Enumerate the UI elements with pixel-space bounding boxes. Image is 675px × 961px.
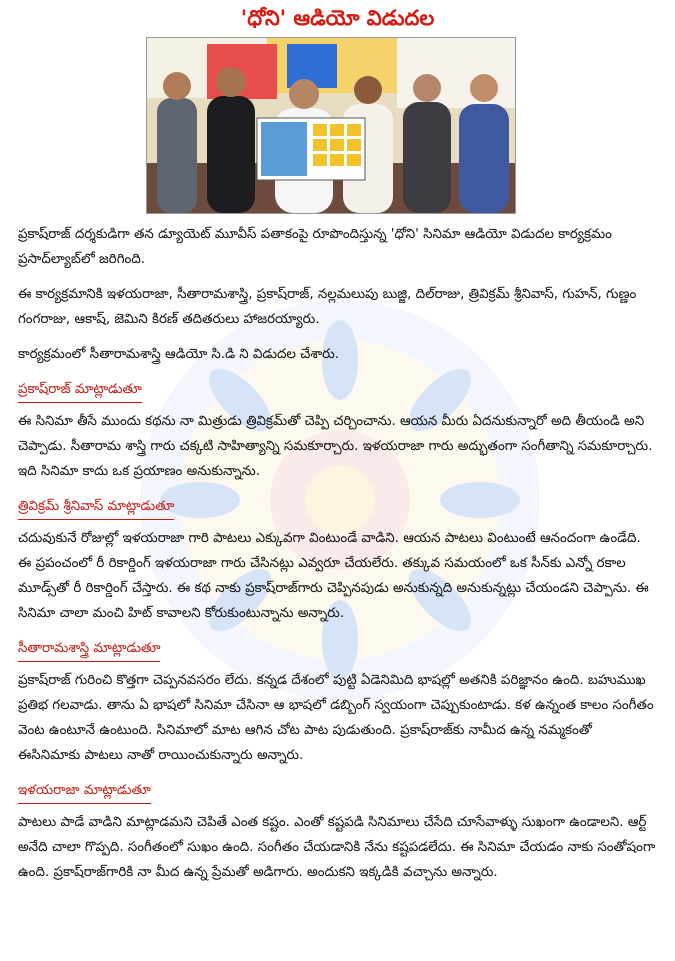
- paragraph: చదువుకునే రోజుల్లో ఇళయరాజా గారి పాటలు ఎక్కువగా వింటుండే వాడిని. ఆయన పాటలు వింటుంటే ఆనందంగా ఉండేది. ఈ ప్రపంచంలో రీ రికార్డింగ్ ఇళయరాజా గారు చేసినట్లు ఎవ్వరూ చేయలేరు. తక్కువ సమయంలో ఒక సీన్‌కు ఎన్నో రకాల మూడ్స్‌తో రీ రికార్డింగ్ చేస్తారు. ఈ కథ నాకు ప్రకాష్‌రాజ్‌గారు చెప్పినపుడు అనుకున్నది అనుకున్నట్లు చేయండని చెప్పాను. ఈ సినిమా చాలా మంచి హిట్ కావాలని కోరుకుంటున్నాను అన్నారు.: [18, 531, 649, 621]
- paragraph: ప్రకాష్‌రాజ్ గురించి కొత్తగా చెప్పనవసరం లేదు. కన్నడ దేశంలో పుట్టి ఏడెనిమిది భాషల్లో అతనికి పరిజ్ఞానం ఉంది. బహుముఖ ప్రతిభ గలవాడు. తాను ఏ భాషలో సినిమా చేసినా ఆ భాషలో డబ్బింగ్ స్వయంగా చెప్పుకుంటాడు. కళ ఉన్నంత కాలం సంగీతం వెంట ఉంటూనే ఉంటుంది. సినిమాలో మాట ఆగిన చోట పాట పుడుతుంది. ప్రకాష్‌రాజ్‌కు నామీద ఉన్న నమ్మకంతో ఈసినిమాకు పాటలు నాతో రాయించుకున్నారు అన్నారు.: [18, 673, 654, 763]
- paragraph: ప్రకాష్‌రాజ్ దర్శకుడిగా తన డ్యూయెట్ మూవీస్ పతాకంపై రూపొందిస్తున్న 'ధోని' సినిమా ఆడియో విడుదల కార్యక్రమం ప్రసాద్‌ల్యాబ్‌లో జరిగింది.: [18, 227, 612, 267]
- section-heading-sitaramasastri: సీతారామశాస్త్రి మాట్లాడుతూ: [18, 636, 658, 662]
- paragraph: పాటలు పాడే వాడిని మాట్లాడమని చెపితే ఎంత కష్టం. ఎంతో కష్టపడి సినిమాలు చేసేది చూసేవాళ్ళు సుఖంగా ఉండాలని. ఆర్ట్ అనేది చాలా గొప్పది. సంగీతంలో సుఖం ఉంది. సంగీతం చేయడానికి నేను కష్టపడలేదు. ఈ సినిమా చేయడం నాకు సంతోషంగా ఉంది. ప్రకాష్‌రాజ్‌గారికి నా మీద ఉన్న ప్రేమతో అడిగారు. అందుకని ఇక్కడికి వచ్చాను అన్నారు.: [18, 815, 656, 880]
- event-photo: [146, 37, 516, 214]
- section-heading-prakashraj: ప్రకాష్‌రాజ్ మాట్లాడుతూ: [18, 377, 658, 403]
- paragraph: ఈ సినిమా తీసే ముందు కథను నా మిత్రుడు త్రివిక్రమ్‌తో చెప్పి చర్చించాను. ఆయన మీరు ఏదనుకున్నారో అది తీయండి అని చెప్పాడు. సీతారామ శాస్త్రి గారు చక్కటి సాహిత్యాన్ని సమకూర్చారు. ఇళయరాజా గారు అద్భుతంగా సంగీతాన్ని సమకూర్చారు. ఇది సినిమా కాదు ఒక ప్రయాణం అనుకున్నాను.: [18, 414, 653, 479]
- paragraph: కార్యక్రమంలో సీతారామశాస్త్రి ఆడియో సి.డి ని విడుదల చేశారు.: [18, 347, 339, 362]
- section-heading-ilayaraja: ఇళయరాజా మాట్లాడుతూ: [18, 778, 658, 804]
- paragraph: ఈ కార్యక్రమానికి ఇళయరాజా, సీతారామశాస్త్రి, ప్రకాష్‌రాజ్, నల్లమలుపు బుజ్జి, దిల్‌రాజు, త్రివిక్రమ్ శ్రీనివాస్, గుహన్, గుణ్ణం గంగరాజు, ఆకాష్, జెమిని కిరణ్ తదితరులు హాజరయ్యారు.: [18, 287, 637, 327]
- section-heading-trivikram: త్రివిక్రమ్ శ్రీనివాస్ మాట్లాడుతూ: [18, 494, 658, 520]
- event-photo-icon: [147, 38, 515, 213]
- article-body: [18, 222, 658, 895]
- page-title: 'ధోని' ఆడియో విడుదల: [240, 6, 435, 30]
